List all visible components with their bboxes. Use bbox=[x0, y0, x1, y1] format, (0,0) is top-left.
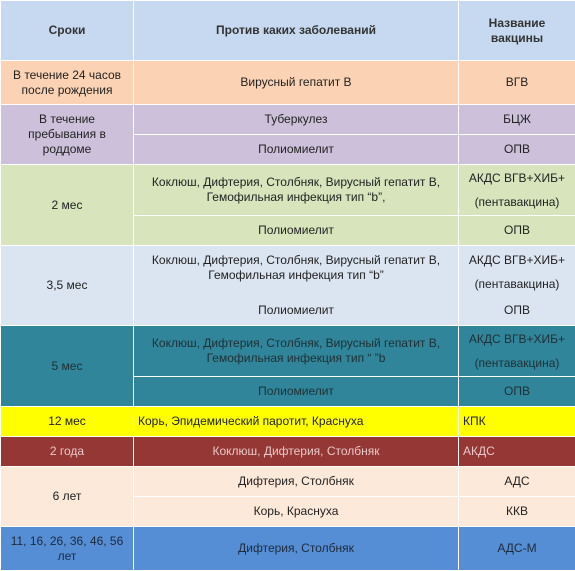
term-cell: 6 лет bbox=[1, 467, 134, 527]
disease-cell: Полиомиелит bbox=[134, 135, 459, 165]
table-row bbox=[1, 61, 575, 105]
table-row bbox=[1, 246, 575, 326]
vaccine-cell bbox=[459, 246, 575, 326]
table-row bbox=[1, 407, 575, 437]
vaccine-cell: БЦЖ bbox=[459, 105, 575, 135]
header-vaccine-line2: вакцины bbox=[491, 31, 543, 45]
disease-cell: Корь, Эпидемический паротит, Краснуха bbox=[134, 407, 459, 437]
disease-cell: Коклюш, Дифтерия, Столбняк, Вирусный гепатит В, Гемофильная инфекция тип “b”, bbox=[134, 165, 459, 216]
vaccine-cell: ОПВ bbox=[459, 377, 575, 407]
disease-text: Коклюш, Дифтерия, Столбняк, Вирусный гепатит В, Гемофильная инфекция тип “b” bbox=[134, 253, 458, 283]
disease-cell: Коклюш, Дифтерия, Столбняк, Вирусный гепатит В, Гемофильная инфекция тип “ ”b bbox=[134, 326, 459, 377]
vaccine-line: АКДС ВГВ+ХИБ+ bbox=[459, 253, 575, 268]
header-row bbox=[1, 1, 575, 61]
table-row bbox=[1, 527, 575, 571]
vaccine-line: АКДС ВГВ+ХИБ+ bbox=[463, 332, 571, 347]
disease-cell: Дифтерия, Столбняк bbox=[134, 467, 459, 497]
term-cell: 2 года bbox=[1, 437, 134, 467]
table-row bbox=[1, 437, 575, 467]
vaccine-cell: ККВ bbox=[459, 497, 575, 527]
table-row bbox=[1, 326, 575, 377]
vaccine-cell: ВГВ bbox=[459, 61, 575, 105]
table-row bbox=[1, 105, 575, 135]
vaccine-cell: ОПВ bbox=[459, 216, 575, 246]
vaccine-line: (пентавакцина) bbox=[463, 356, 571, 371]
term-cell: 11, 16, 26, 36, 46, 56 лет bbox=[1, 527, 134, 571]
term-cell: 5 мес bbox=[1, 326, 134, 407]
disease-cell: Дифтерия, Столбняк bbox=[134, 527, 459, 571]
table-row bbox=[1, 467, 575, 497]
disease-cell: Коклюш, Дифтерия, Столбняк bbox=[134, 437, 459, 467]
vaccine-line: ОПВ bbox=[459, 303, 575, 318]
header-vaccine-line1: Название bbox=[489, 16, 546, 30]
term-cell: 12 мес bbox=[1, 407, 134, 437]
vaccine-cell: АКДС bbox=[459, 437, 575, 467]
term-cell: В течение 24 часов после рождения bbox=[1, 61, 134, 105]
disease-cell: Корь, Краснуха bbox=[134, 497, 459, 527]
disease-text: Полиомиелит bbox=[134, 303, 458, 318]
vaccine-cell bbox=[459, 165, 575, 216]
term-cell: 2 мес bbox=[1, 165, 134, 246]
vaccine-cell: КПК bbox=[459, 407, 575, 437]
disease-cell: Вирусный гепатит В bbox=[134, 61, 459, 105]
vaccine-cell: АДС bbox=[459, 467, 575, 497]
table-row bbox=[1, 165, 575, 216]
disease-cell: Полиомиелит bbox=[134, 216, 459, 246]
vaccine-cell: АДС-М bbox=[459, 527, 575, 571]
vaccine-cell bbox=[459, 326, 575, 377]
header-vaccine bbox=[459, 1, 575, 61]
disease-cell: Полиомиелит bbox=[134, 377, 459, 407]
header-disease: Против каких заболеваний bbox=[134, 1, 459, 61]
term-cell: 3,5 мес bbox=[1, 246, 134, 326]
disease-cell bbox=[134, 246, 459, 326]
disease-cell: Туберкулез bbox=[134, 105, 459, 135]
vaccine-line: (пентавакцина) bbox=[463, 195, 571, 210]
term-cell: В течение пребывания в роддоме bbox=[1, 105, 134, 165]
header-term: Сроки bbox=[1, 1, 134, 61]
vaccine-line: АКДС ВГВ+ХИБ+ bbox=[463, 171, 571, 186]
vaccine-line: (пентавакцина) bbox=[459, 277, 575, 292]
vaccine-cell: ОПВ bbox=[459, 135, 575, 165]
